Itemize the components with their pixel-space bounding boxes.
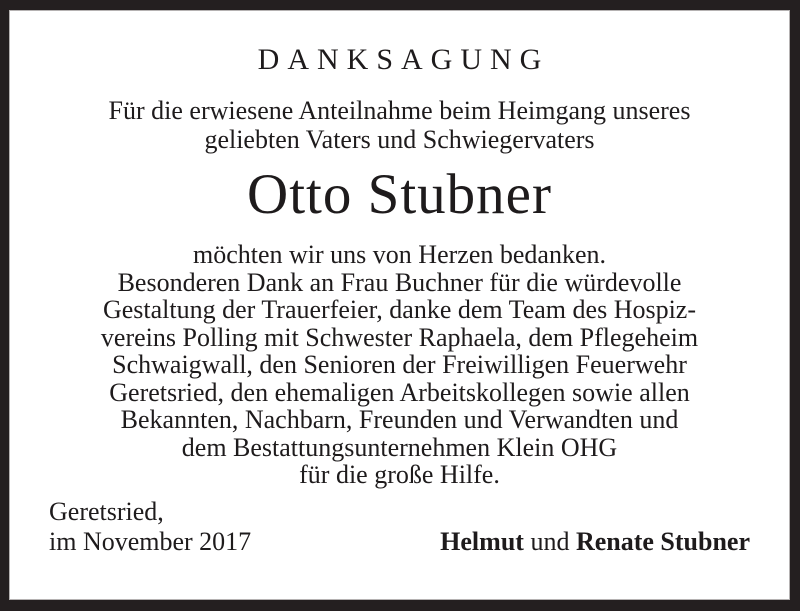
thanks-body — [9, 241, 790, 489]
place-date — [49, 497, 251, 557]
body-line: Schwaigwall, den Senioren der Freiwilligen Feuerwehr — [112, 350, 687, 379]
signature-connector: und — [530, 527, 570, 556]
date: im November 2017 — [49, 527, 252, 556]
intro-line: geliebten Vaters und Schwiegervaters — [204, 125, 595, 154]
body-line: dem Bestattungsunternehmen Klein OHG — [181, 432, 618, 462]
body-line: Gestaltung der Trauerfeier, danke dem Team des Hospiz- — [102, 295, 697, 324]
intro-text — [9, 96, 790, 154]
body-line: für die große Hilfe. — [299, 460, 500, 489]
danksagung-title: DANKSAGUNG — [257, 43, 550, 76]
signature — [440, 527, 750, 557]
signature-name-helmut: Helmut — [440, 527, 524, 556]
intro-line: Für die erwiesene Anteilnahme beim Heimgang unseres — [108, 96, 691, 125]
body-line: vereins Polling mit Schwester Raphaela, dem Pflegeheim — [100, 322, 699, 352]
signature-name-renate: Renate Stubner — [575, 527, 750, 556]
body-line: Geretsried, den ehemaligen Arbeitskollegen sowie allen — [109, 377, 690, 407]
notice-content — [9, 10, 790, 600]
body-line: Besonderen Dank an Frau Buchner für die würdevolle — [117, 267, 682, 297]
deceased-name: Otto Stubner — [247, 163, 552, 226]
notice-footer — [49, 497, 750, 557]
body-line: möchten wir uns von Herzen bedanken. — [193, 240, 606, 269]
body-line: Bekannten, Nachbarn, Freunden und Verwandten und — [120, 405, 679, 434]
place: Geretsried, — [49, 497, 164, 526]
